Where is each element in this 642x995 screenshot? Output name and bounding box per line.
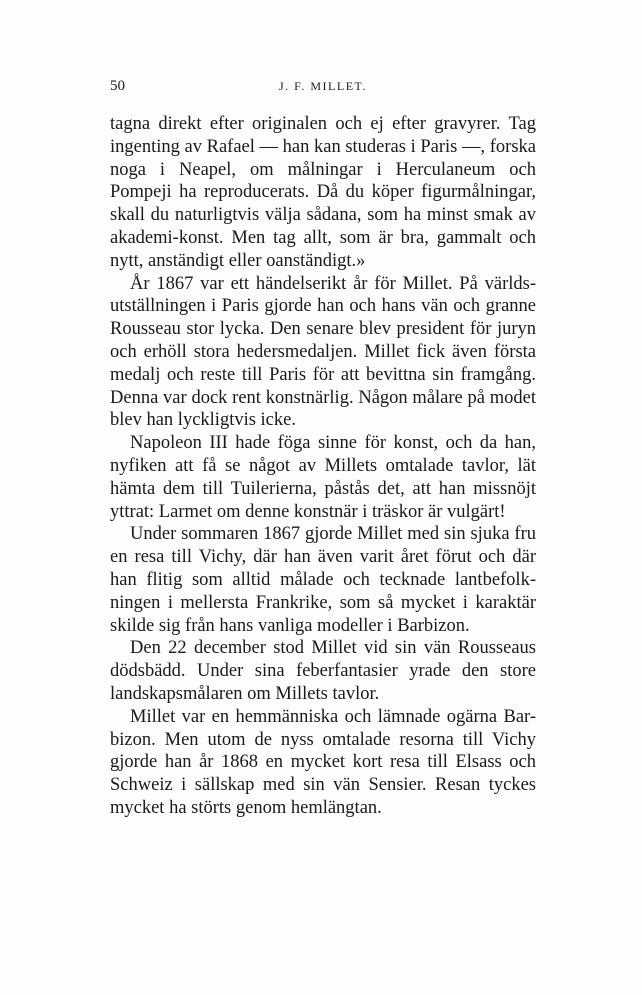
- paragraph: Millet var en hemmänniska och lämnade ogärna Bar-bizon. Men utom de nyss omtalade resorna till Vichy gjorde han år 1868 en mycket kort resa till Elsass och Schweiz i sällskap med sin vän Sensier. Resan tyckes mycket ha störts genom hemlängtan.: [110, 706, 536, 818]
- paragraph: Napoleon III hade föga sinne för konst, och da han, nyfiken att få se något av Millets omtalade tavlor, lät hämta dem till Tuilerierna, påstås det, att han missnöjt yttrat: Larmet om denne konstnär i träskor är vulgärt!: [110, 433, 536, 522]
- body-text: [110, 113, 536, 820]
- paragraph: År 1867 var ett händelserikt år för Millet. På världs-utställningen i Paris gjorde han och hans vän och granne Rousseau stor lycka. Den senare blev president för juryn och erhöll stora hedersmedaljen. Millet fick även första medalj och reste till Paris för att bevittna sin framgång. Denna var dock rent konstnärlig. Någon målare på modet blev han lyckligtvis icke.: [110, 273, 536, 431]
- running-title: J. F. MILLET.: [279, 79, 367, 93]
- paragraph-continuation: tagna direkt efter originalen och ej efter gravyrer. Tag ingenting av Rafael — han kan studeras i Paris —, forska noga i Neapel, om målningar i Herculaneum och Pompeji ha reproducerats. Då du köper figurmålningar, skall du naturligtvis välja sådana, som ha minst smak av akademi-konst. Men tag allt, som är bra, gammalt och nytt, anständigt eller oanständigt.»: [110, 114, 536, 271]
- paragraph: Under sommaren 1867 gjorde Millet med sin sjuka fru en resa till Vichy, där han även varit året förut och där han flitig som alltid målade och tecknade lantbefolk-ningen i mellersta Frankrike, som så mycket i karaktär skilde sig från hans vanliga modeller i Barbizon.: [110, 524, 536, 636]
- page-header: [110, 78, 536, 98]
- paragraph: Den 22 december stod Millet vid sin vän Rousseaus dödsbädd. Under sina feberfantasier yrade den store landskapsmålaren om Millets tavlor.: [110, 638, 536, 704]
- page-number: 50: [110, 78, 125, 94]
